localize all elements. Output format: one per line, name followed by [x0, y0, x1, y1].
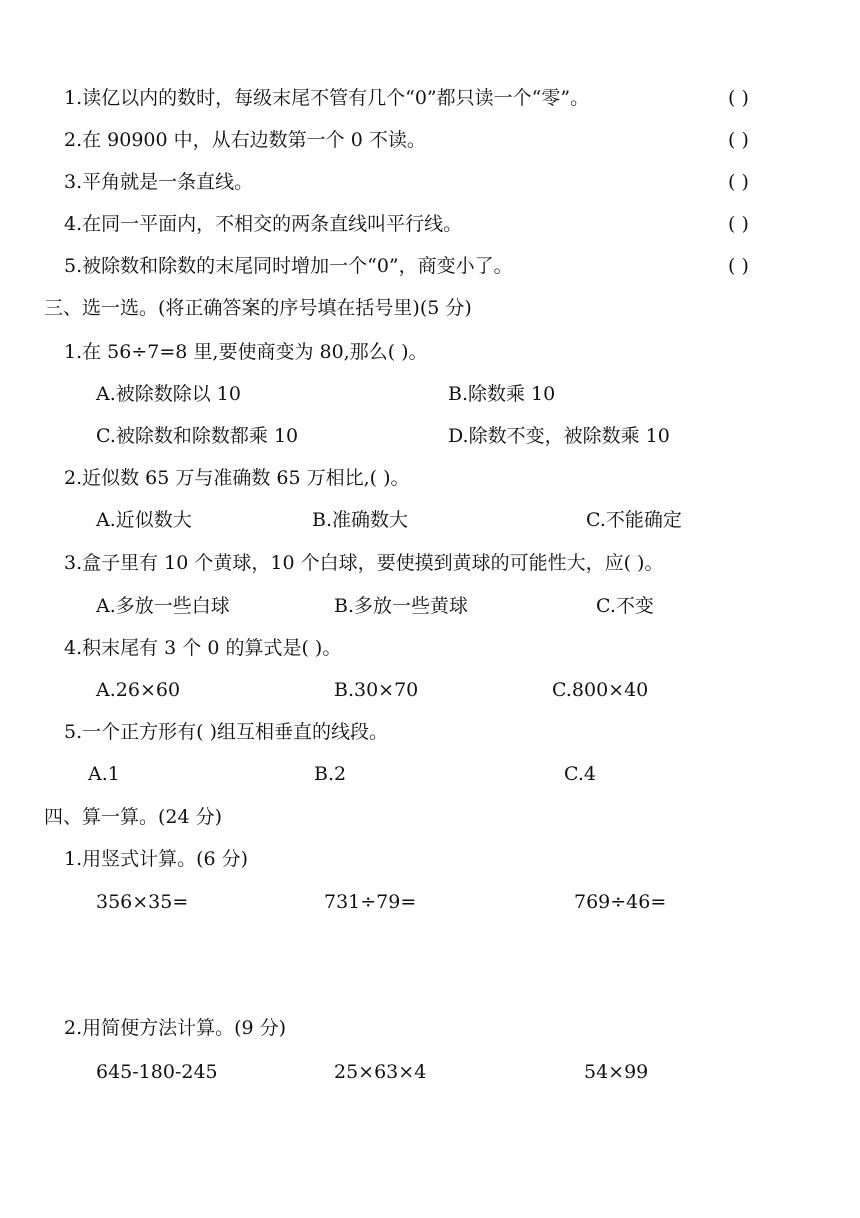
judge-item-3: 3.平角就是一条直线。 [64, 171, 254, 193]
choice-q1-option-d: D.除数不变，被除数乘 10 [448, 425, 670, 447]
calc-part2-expr-2: 25×63×4 [334, 1061, 427, 1083]
choice-q2-option-b: B.准确数大 [312, 509, 409, 531]
choice-q5-stem: 5.一个正方形有( )组互相垂直的线段。 [64, 721, 388, 743]
choice-q1-option-c: C.被除数和除数都乘 10 [96, 425, 299, 447]
choice-q4-option-a: A.26×60 [96, 679, 181, 701]
calc-part1-title: 1.用竖式计算。(6 分) [64, 848, 249, 870]
choice-q3-option-b: B.多放一些黄球 [334, 595, 469, 617]
calc-part2-expr-3: 54×99 [584, 1061, 649, 1083]
calc-part1-expr-1: 356×35= [96, 891, 189, 913]
choice-q1-option-b: B.除数乘 10 [448, 383, 556, 405]
choice-q1-option-a: A.被除数除以 10 [96, 383, 241, 405]
choice-q4-stem: 4.积末尾有 3 个 0 的算式是( )。 [64, 637, 342, 659]
choice-q3-option-a: A.多放一些白球 [96, 595, 230, 617]
judge-item-4: 4.在同一平面内，不相交的两条直线叫平行线。 [64, 213, 463, 235]
judge-item-1: 1.读亿以内的数时，每级末尾不管有几个“0”都只读一个“零”。 [64, 87, 590, 109]
answer-paren-5[interactable]: ( ) [728, 255, 749, 277]
choice-q5-option-b: B.2 [314, 763, 347, 785]
choice-q1-stem: 1.在 56÷7=8 里,要使商变为 80,那么( )。 [64, 341, 428, 363]
choice-q5-option-a: A.1 [88, 763, 120, 785]
calc-part2-title: 2.用简便方法计算。(9 分) [64, 1017, 287, 1039]
answer-paren-2[interactable]: ( ) [728, 129, 749, 151]
judge-item-2: 2.在 90900 中，从右边数第一个 0 不读。 [64, 129, 426, 151]
choice-q4-option-c: C.800×40 [552, 679, 649, 701]
choice-q4-option-b: B.30×70 [334, 679, 419, 701]
judge-item-5: 5.被除数和除数的末尾同时增加一个“0”，商变小了。 [64, 255, 513, 277]
choice-q2-stem: 2.近似数 65 万与准确数 65 万相比,( )。 [64, 467, 410, 489]
calc-part1-expr-2: 731÷79= [324, 891, 417, 913]
calc-part1-expr-3: 769÷46= [574, 891, 667, 913]
answer-paren-1[interactable]: ( ) [728, 87, 749, 109]
answer-paren-4[interactable]: ( ) [728, 213, 749, 235]
answer-paren-3[interactable]: ( ) [728, 171, 749, 193]
choice-q3-stem: 3.盒子里有 10 个黄球，10 个白球，要使摸到黄球的可能性大，应( )。 [64, 552, 664, 574]
choice-q3-option-c: C.不变 [596, 595, 654, 617]
choice-q2-option-c: C.不能确定 [586, 509, 682, 531]
section3-heading: 三、选一选。(将正确答案的序号填在括号里)(5 分) [44, 297, 472, 319]
choice-q2-option-a: A.近似数大 [96, 509, 192, 531]
section4-heading: 四、算一算。(24 分) [44, 806, 223, 828]
calc-part2-expr-1: 645-180-245 [96, 1061, 218, 1083]
choice-q5-option-c: C.4 [564, 763, 596, 785]
